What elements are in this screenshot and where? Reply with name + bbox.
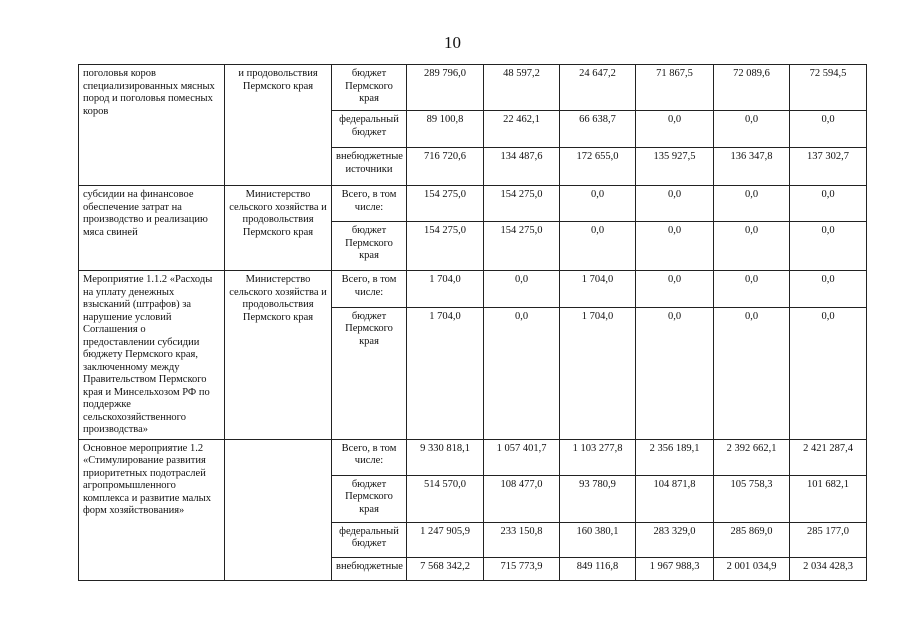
value-cell: 172 655,0 (560, 148, 636, 186)
value-cell: 0,0 (790, 111, 867, 148)
value-cell: 0,0 (636, 271, 714, 308)
value-cell: 1 057 401,7 (484, 439, 560, 475)
value-cell: 716 720,6 (407, 148, 484, 186)
value-cell: 0,0 (714, 186, 790, 222)
value-cell: 514 570,0 (407, 475, 484, 522)
value-cell: 2 034 428,3 (790, 557, 867, 580)
responsible-executor: Министерство сельского хозяйства и продовольствия Пермского края (225, 186, 332, 271)
value-cell: 285 869,0 (714, 522, 790, 557)
value-cell: 1 247 905,9 (407, 522, 484, 557)
value-cell: 105 758,3 (714, 475, 790, 522)
value-cell: 154 275,0 (484, 186, 560, 222)
funding-source: федеральный бюджет (332, 111, 407, 148)
measure-description: поголовья коров специализированных мясных пород и поголовья помесных коров (79, 65, 225, 186)
value-cell: 0,0 (560, 222, 636, 271)
funding-source: бюджет Пермского края (332, 222, 407, 271)
value-cell: 137 302,7 (790, 148, 867, 186)
value-cell: 2 356 189,1 (636, 439, 714, 475)
value-cell: 101 682,1 (790, 475, 867, 522)
funding-source: внебюджетные источники (332, 148, 407, 186)
table-row (79, 65, 867, 111)
value-cell: 0,0 (790, 186, 867, 222)
value-cell: 48 597,2 (484, 65, 560, 111)
value-cell: 9 330 818,1 (407, 439, 484, 475)
funding-source: федеральный бюджет (332, 522, 407, 557)
value-cell: 0,0 (636, 186, 714, 222)
value-cell: 1 103 277,8 (560, 439, 636, 475)
value-cell: 1 704,0 (407, 271, 484, 308)
value-cell: 0,0 (636, 307, 714, 439)
value-cell: 283 329,0 (636, 522, 714, 557)
value-cell: 134 487,6 (484, 148, 560, 186)
funding-source: Всего, в том числе: (332, 439, 407, 475)
value-cell: 0,0 (790, 271, 867, 308)
budget-table (78, 64, 867, 581)
table-row (79, 186, 867, 222)
value-cell: 233 150,8 (484, 522, 560, 557)
value-cell: 7 568 342,2 (407, 557, 484, 580)
value-cell: 0,0 (714, 222, 790, 271)
value-cell: 154 275,0 (484, 222, 560, 271)
value-cell: 0,0 (484, 307, 560, 439)
value-cell: 2 001 034,9 (714, 557, 790, 580)
value-cell: 104 871,8 (636, 475, 714, 522)
responsible-executor: и продовольствия Пермского края (225, 65, 332, 186)
value-cell: 0,0 (714, 111, 790, 148)
funding-source: внебюджетные (332, 557, 407, 580)
value-cell: 135 927,5 (636, 148, 714, 186)
value-cell: 289 796,0 (407, 65, 484, 111)
value-cell: 22 462,1 (484, 111, 560, 148)
value-cell: 72 089,6 (714, 65, 790, 111)
value-cell: 71 867,5 (636, 65, 714, 111)
funding-source: Всего, в том числе: (332, 186, 407, 222)
value-cell: 0,0 (790, 307, 867, 439)
page-number: 10 (444, 33, 461, 52)
measure-description: Основное мероприятие 1.2 «Стимулирование развития приоритетных подотраслей агропромышленного комплекса и развитие малых форм хозяйствования» (79, 439, 225, 580)
value-cell: 1 967 988,3 (636, 557, 714, 580)
table-row (79, 439, 867, 475)
value-cell: 1 704,0 (560, 271, 636, 308)
value-cell: 0,0 (790, 222, 867, 271)
value-cell: 72 594,5 (790, 65, 867, 111)
value-cell: 0,0 (714, 271, 790, 308)
value-cell: 285 177,0 (790, 522, 867, 557)
measure-description: субсидии на финансовое обеспечение затрат на производство и реализацию мяса свиней (79, 186, 225, 271)
value-cell: 136 347,8 (714, 148, 790, 186)
funding-source: бюджет Пермского края (332, 307, 407, 439)
value-cell: 0,0 (636, 111, 714, 148)
value-cell: 24 647,2 (560, 65, 636, 111)
table-row (79, 271, 867, 308)
value-cell: 89 100,8 (407, 111, 484, 148)
value-cell: 2 392 662,1 (714, 439, 790, 475)
value-cell: 160 380,1 (560, 522, 636, 557)
value-cell: 849 116,8 (560, 557, 636, 580)
value-cell: 2 421 287,4 (790, 439, 867, 475)
funding-source: Всего, в том числе: (332, 271, 407, 308)
value-cell: 66 638,7 (560, 111, 636, 148)
value-cell: 154 275,0 (407, 186, 484, 222)
value-cell: 154 275,0 (407, 222, 484, 271)
measure-description: Мероприятие 1.1.2 «Расходы на уплату денежных взысканий (штрафов) за нарушение условий Соглашения о предоставлении субсидии бюджету Пермского края, заключенному между Правительством Пермского края и Минсельхозом РФ по поддержке сельскохозяйственного производства» (79, 271, 225, 440)
funding-source: бюджет Пермского края (332, 65, 407, 111)
value-cell: 1 704,0 (560, 307, 636, 439)
value-cell: 0,0 (484, 271, 560, 308)
value-cell: 1 704,0 (407, 307, 484, 439)
responsible-executor (225, 439, 332, 580)
funding-source: бюджет Пермского края (332, 475, 407, 522)
value-cell: 0,0 (636, 222, 714, 271)
value-cell: 93 780,9 (560, 475, 636, 522)
value-cell: 108 477,0 (484, 475, 560, 522)
responsible-executor: Министерство сельского хозяйства и продовольствия Пермского края (225, 271, 332, 440)
value-cell: 0,0 (560, 186, 636, 222)
value-cell: 715 773,9 (484, 557, 560, 580)
value-cell: 0,0 (714, 307, 790, 439)
